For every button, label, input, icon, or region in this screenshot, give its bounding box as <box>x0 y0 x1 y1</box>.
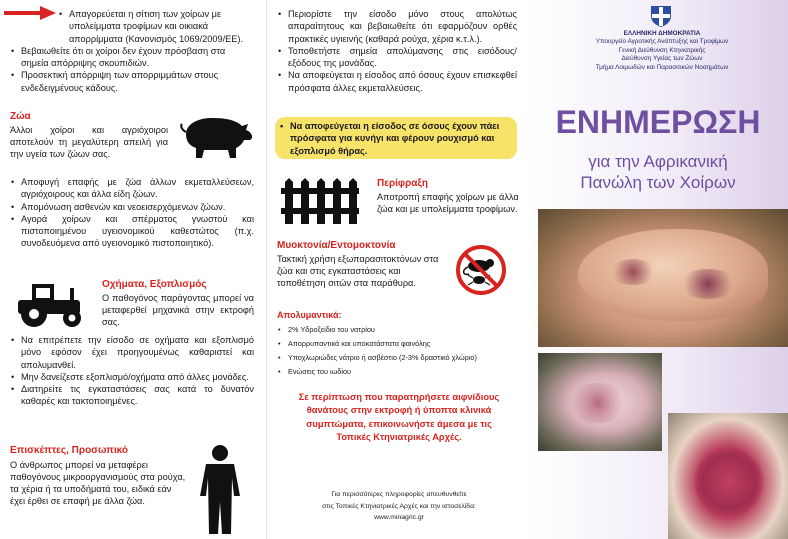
subtitle-line: Πανώλη των Χοίρων <box>580 173 736 192</box>
highlight-text: • Να αποφεύγεται η είσοδος σε όσους έχουν πάει πρόσφατα για κυνήγι και φέρουν ρουχισμό και εξοπλισμό θήρας. <box>279 120 511 157</box>
oximata-heading: Οχήματα, Εξοπλισμός <box>102 279 207 290</box>
list-item: • Τοποθετήστε σημεία απολύμανσης στις εισόδους/εξόδους της μονάδας. <box>277 45 517 70</box>
ministry-line: ΕΛΛΗΝΙΚΗ ΔΗΜΟΚΡΑΤΙΑ <box>623 30 701 37</box>
disinfectants-list <box>277 323 523 379</box>
list-item: • Βεβαιωθείτε ότι οι χοίροι δεν έχουν πρόσβαση στα σημεία απόρριψης σκουπιδιών. <box>10 45 254 70</box>
list-item: • Απορρυπαντικά και υποκατάστατα φαινόλης <box>277 337 523 351</box>
visitors-list <box>277 8 517 94</box>
ministry-block <box>556 30 768 72</box>
panel-left <box>0 0 266 539</box>
list-item: • Περιορίστε την είσοδο μόνο στους απολύτως απαραίτητους και βεβαιωθείτε ότι εφαρμόζουν ορθές πρακτικές υγιεινής (καθαρά ρούχα, χέρια κ.τ.λ.). <box>277 8 517 45</box>
list-item: • Να αποφεύγεται η είσοδος από όσους έχουν επισκεφθεί πρόσφατα άλλες εκμεταλλεύσεις. <box>277 69 517 94</box>
photo-dead-pig <box>538 209 788 347</box>
episkeptes-text: Ο άνθρωπος μπορεί να μεταφέρει παθογόνους μικροοργανισμούς στα ρούχα, τα χέρια ή τα υποδήματά του, ειδικά εάν έχει έρθει σε επαφή με άλλα ζώα. <box>10 460 186 506</box>
list-item: • Αγορά χοίρων και σπέρματος γνωστού και πιστοποιημένου υγειονομικού καθεστώτος (π.χ. συνοδευόμενα από υγειονομικό πιστοποιητικό). <box>10 213 254 250</box>
ministry-line: Διεύθυνση Υγείας των Ζώων <box>621 55 703 63</box>
list-item: • Να επιτρέπετε την είσοδο σε οχήματα και εξοπλισμό μόνο εφόσον έχει προηγουμένως καθαριστεί και απολυμανθεί. <box>10 334 254 371</box>
person-silhouette-icon <box>198 444 242 536</box>
list-item: • Απομόνωση ασθενών και νεοεισερχόμενων ζώων. <box>10 201 254 213</box>
page-title: ΕΝΗΜΕΡΩΣΗ <box>555 104 761 140</box>
no-rats-icon <box>455 244 507 296</box>
list-item: • Υποχλωριώδες νάτριο ή ασβέστιο (2-3% δραστικό χλώριο) <box>277 351 523 365</box>
panel-middle <box>266 0 529 539</box>
myoktonia-text: Τακτική χρήση εξωπαρασιτοκτόνων στα ζώα και στις εγκαταστάσεις και τοποθέτηση σιτών στα παράθυρα. <box>277 254 439 288</box>
episkeptes-heading: Επισκέπτες, Προσωπικό <box>10 445 128 456</box>
perifraxi-heading: Περίφραξη <box>377 178 428 189</box>
list-item: • Ενώσεις του ιωδίου <box>277 365 523 379</box>
page-subtitle <box>528 151 788 193</box>
highlight-box <box>275 117 517 159</box>
photo-pig-ear-lesion <box>668 413 788 539</box>
oximata-text: Ο παθογόνος παράγοντας μπορεί να μεταφερθεί μηχανικά στην εκτροφή σας. <box>102 293 254 327</box>
intro-list <box>10 8 254 94</box>
website-link[interactable]: www.minagric.gr <box>374 514 424 521</box>
contact-info <box>277 489 521 524</box>
list-item: • Διατηρείτε τις εγκαταστάσεις σας κατά το δυνατόν καθαρές και τακτοποιημένες. <box>10 383 254 408</box>
zoa-heading: Ζώα <box>10 111 31 122</box>
panel-cover <box>528 0 788 539</box>
tractor-icon <box>8 280 90 328</box>
oximata-list <box>10 334 254 408</box>
zoa-text: Άλλοι χοίροι και αγριόχοιροι αποτελούν τη μεγαλύτερη απειλή για την υγεία των ζώων σας. <box>10 125 168 159</box>
list-item: • 2% Υδροξείδιο του νατρίου <box>277 323 523 337</box>
pig-silhouette-icon <box>178 112 254 160</box>
ministry-line: Τμήμα Λοιμωδών και Παρασιτικών Νοσημάτων <box>595 63 729 71</box>
zoa-list <box>10 176 254 250</box>
list-item: • Προσεκτική απόρριψη των απορριμμάτων στους ενδεδειγμένους κάδους. <box>10 69 254 94</box>
ministry-line: Υπουργείο Αγροτικής Ανάπτυξης και Τροφίμων <box>595 38 729 46</box>
fence-icon <box>281 178 359 224</box>
list-item: • Αποφυγή επαφής με ζώα άλλων εκμεταλλεύσεων, αγριόχοιρους και άλλα είδη ζώων. <box>10 176 254 201</box>
perifraxi-text: Αποτροπή επαφής χοίρων με άλλα ζώα και με υπολείμματα τροφίμων. <box>377 192 519 214</box>
contact-line: Για περισσότερες πληροφορίες απευθυνθείτε <box>331 491 467 498</box>
warning-text: Σε περίπτωση που παρατηρήσετε αιφνίδιους θανάτους στην εκτροφή ή ύποπτα κλινικά συμπτώματα, επικοινωνήστε άμεσα με τις Τοπικές Κτηνιατρικές Αρχές. <box>298 392 500 442</box>
list-item: • Απαγορεύεται η σίτιση των χοίρων με υπολείμματα τροφίμων και οικιακά απορρίμματα (Κανονισμός 1069/2009/ΕΕ). <box>58 8 254 45</box>
ministry-line: Γενική Διεύθυνση Κτηνιατρικής <box>618 46 706 54</box>
subtitle-line: για την Αφρικανική <box>588 152 728 171</box>
greek-emblem-icon <box>650 4 672 28</box>
photo-pig-ear <box>538 353 662 451</box>
apolymantika-heading: Απολυμαντικά: <box>277 310 342 320</box>
list-item: • Μην δανείζεστε εξοπλισμό/οχήματα από άλλες μονάδες. <box>10 371 254 383</box>
myoktonia-heading: Μυοκτονία/Εντομοκτονία <box>277 240 396 251</box>
contact-line: στις Τοπικές Κτηνιατρικές Αρχές και την ιστοσελίδα: <box>322 502 476 510</box>
